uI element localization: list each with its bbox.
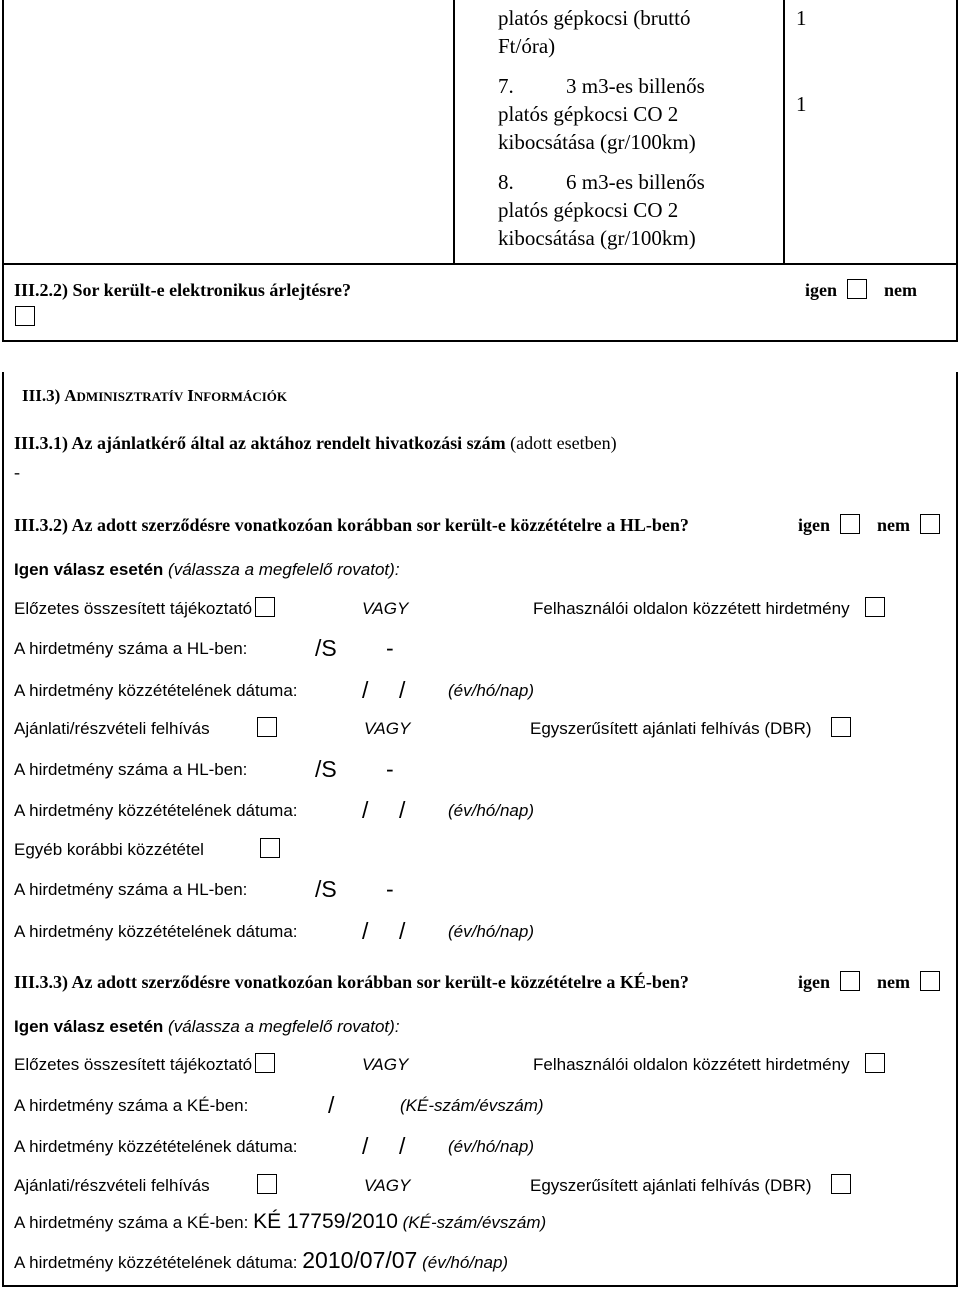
s332-answer-label: Igen válasz esetén xyxy=(14,560,164,579)
s332-opt-call-checkbox[interactable] xyxy=(257,717,277,737)
s333-date-slash-1b: / xyxy=(399,1133,406,1159)
s322-yes-checkbox[interactable] xyxy=(847,279,867,299)
item8-number: 8. xyxy=(498,170,514,194)
item6-tail-1: platós gépkocsi (bruttó xyxy=(498,6,691,30)
s332-opt-simple: Egyszerűsített ajánlati felhívás (DBR) xyxy=(530,719,812,738)
s332-date-label-2: A hirdetmény közzétételének dátuma: xyxy=(14,801,298,820)
s333-question: III.3.3) Az adott szerződésre vonatkozóan korábban sor került-e közzétételre a KÉ-ben? xyxy=(14,972,689,992)
s322-question: III.2.2) Sor került-e elektronikus árlejtésre? xyxy=(14,280,351,300)
table-divider-1 xyxy=(453,0,455,264)
s333-yes-label: igen xyxy=(798,972,831,992)
s332-yes-checkbox[interactable] xyxy=(840,514,860,534)
s332-notice-no-label-2: A hirdetmény száma a HL-ben: xyxy=(14,760,248,779)
s332-answer-hint: (válassza a megfelelő rovatot): xyxy=(168,560,400,579)
s333-vagy-1: VAGY xyxy=(362,1055,409,1074)
s333-opt-prior: Előzetes összesített tájékoztató xyxy=(14,1055,253,1074)
s33-heading-a: A xyxy=(64,386,77,405)
s331-row xyxy=(14,433,617,454)
s332-vagy-2: VAGY xyxy=(364,719,411,738)
s332-date-slash-1b: / xyxy=(399,677,406,703)
s332-date-slash-2b: / xyxy=(399,797,406,823)
s332-notice-no-label-3: A hirdetmény száma a HL-ben: xyxy=(14,880,248,899)
s332-date-slash-3b: / xyxy=(399,918,406,944)
s332-no-checkbox[interactable] xyxy=(920,514,940,534)
s322-yes-label: igen xyxy=(805,280,838,300)
item7-number: 7. xyxy=(498,74,514,98)
s332-date-fmt-1: (év/hó/nap) xyxy=(448,681,534,700)
s332-date-label-3: A hirdetmény közzétételének dátuma: xyxy=(14,922,298,941)
s332-answer-row xyxy=(14,560,400,580)
s332-date-fmt-3: (év/hó/nap) xyxy=(448,922,534,941)
s333-yes-checkbox[interactable] xyxy=(840,971,860,991)
s333-opt-prior-checkbox[interactable] xyxy=(255,1053,275,1073)
item8-line-3: kibocsátása (gr/100km) xyxy=(498,226,696,250)
s332-no-label: nem xyxy=(877,515,910,535)
s332-opt-other: Egyéb korábbi közzététel xyxy=(14,840,204,859)
s332-opt-buyer-checkbox[interactable] xyxy=(865,597,885,617)
s332-notice-no-value-1: /S xyxy=(315,635,337,661)
s333-ke-no-label-1: A hirdetmény száma a KÉ-ben: xyxy=(14,1096,249,1115)
s331-note: (adott esetben) xyxy=(510,433,617,453)
s333-ke-slash-1: / xyxy=(328,1092,335,1118)
item8-line-2: platós gépkocsi CO 2 xyxy=(498,198,679,222)
s333-ke-no-value: KÉ 17759/2010 xyxy=(253,1210,398,1233)
s333-opt-simple: Egyszerűsített ajánlati felhívás (DBR) xyxy=(530,1176,812,1195)
s333-ke-no-label-2: A hirdetmény száma a KÉ-ben: xyxy=(14,1213,249,1232)
s332-date-slash-3a: / xyxy=(362,918,369,944)
s322-bottom-border xyxy=(2,340,958,342)
s333-date-label-2: A hirdetmény közzétételének dátuma: xyxy=(14,1253,298,1272)
table-left-border xyxy=(2,0,4,264)
s33-heading-b-rest: NFORMÁCIÓK xyxy=(193,389,288,404)
s332-vagy-1: VAGY xyxy=(362,599,409,618)
s333-date-value: 2010/07/07 xyxy=(302,1247,418,1273)
s333-opt-call: Ajánlati/részvételi felhívás xyxy=(14,1176,210,1195)
s33-heading-b: I xyxy=(187,386,194,405)
s331-value: - xyxy=(14,462,20,482)
col-value-1: 1 xyxy=(796,6,807,30)
main-right-border xyxy=(956,372,958,1287)
s333-vagy-2: VAGY xyxy=(364,1176,411,1195)
s332-date-slash-2a: / xyxy=(362,797,369,823)
s332-date-label-1: A hirdetmény közzétételének dátuma: xyxy=(14,681,298,700)
s332-date-fmt-2: (év/hó/nap) xyxy=(448,801,534,820)
s333-no-label: nem xyxy=(877,972,910,992)
s333-answer-label: Igen válasz esetén xyxy=(14,1017,164,1036)
item7-line-3: kibocsátása (gr/100km) xyxy=(498,130,696,154)
s332-opt-prior-checkbox[interactable] xyxy=(255,597,275,617)
s333-answer-hint: (válassza a megfelelő rovatot): xyxy=(168,1017,400,1036)
table-divider-2 xyxy=(783,0,785,264)
main-left-border xyxy=(2,372,4,1287)
s332-notice-no-value-3: /S xyxy=(315,876,337,902)
s333-date-row xyxy=(14,1247,508,1274)
s333-opt-simple-checkbox[interactable] xyxy=(831,1174,851,1194)
table-bottom-border xyxy=(2,263,958,265)
s331-label: III.3.1) Az ajánlatkérő által az aktához rendelt hivatkozási szám xyxy=(14,433,506,453)
s332-notice-no-value-2: /S xyxy=(315,756,337,782)
s333-opt-buyer-checkbox[interactable] xyxy=(865,1053,885,1073)
s332-notice-no-dash-2: - xyxy=(386,756,394,782)
s332-opt-other-checkbox[interactable] xyxy=(260,838,280,858)
item7-line-2: platós gépkocsi CO 2 xyxy=(498,102,679,126)
s332-yes-label: igen xyxy=(798,515,831,535)
s332-notice-no-label-1: A hirdetmény száma a HL-ben: xyxy=(14,639,248,658)
item8-line-1: 6 m3-es billenős xyxy=(566,170,705,194)
s333-answer-row xyxy=(14,1017,400,1037)
item6-tail-2: Ft/óra) xyxy=(498,34,556,58)
item7-line-1: 3 m3-es billenős xyxy=(566,74,705,98)
s33-heading-a-rest: DMINISZTRATÍV xyxy=(76,389,184,404)
s33-heading xyxy=(22,386,287,406)
s33-heading-num: III.3) xyxy=(22,386,61,405)
main-bottom-border xyxy=(2,1285,958,1287)
s333-date-label-1: A hirdetmény közzétételének dátuma: xyxy=(14,1137,298,1156)
s332-notice-no-dash-3: - xyxy=(386,876,394,902)
s332-opt-prior: Előzetes összesített tájékoztató xyxy=(14,599,253,618)
s332-question: III.3.2) Az adott szerződésre vonatkozóan korábban sor került-e közzétételre a HL-ben? xyxy=(14,515,689,535)
s333-opt-buyer: Felhasználói oldalon közzétett hirdetmény xyxy=(533,1055,850,1074)
s333-ke-no-row xyxy=(14,1210,546,1234)
s322-left-border xyxy=(2,264,4,342)
s333-date-slash-1a: / xyxy=(362,1133,369,1159)
s322-no-label: nem xyxy=(884,280,917,300)
s332-date-slash-1a: / xyxy=(362,677,369,703)
s333-opt-call-checkbox[interactable] xyxy=(257,1174,277,1194)
s333-date-fmt-1: (év/hó/nap) xyxy=(448,1137,534,1156)
s333-date-fmt-2: (év/hó/nap) xyxy=(422,1253,509,1272)
s332-opt-simple-checkbox[interactable] xyxy=(831,717,851,737)
col-value-2: 1 xyxy=(796,92,807,116)
s332-notice-no-dash-1: - xyxy=(386,635,394,661)
s332-opt-call: Ajánlati/részvételi felhívás xyxy=(14,719,210,738)
table-right-border xyxy=(956,0,958,342)
s333-no-checkbox[interactable] xyxy=(920,971,940,991)
s322-no-checkbox[interactable] xyxy=(15,306,35,326)
s333-ke-fmt-2: (KÉ-szám/évszám) xyxy=(402,1213,547,1232)
s332-opt-buyer: Felhasználói oldalon közzétett hirdetmény xyxy=(533,599,850,618)
s333-ke-fmt-1: (KÉ-szám/évszám) xyxy=(400,1096,544,1115)
